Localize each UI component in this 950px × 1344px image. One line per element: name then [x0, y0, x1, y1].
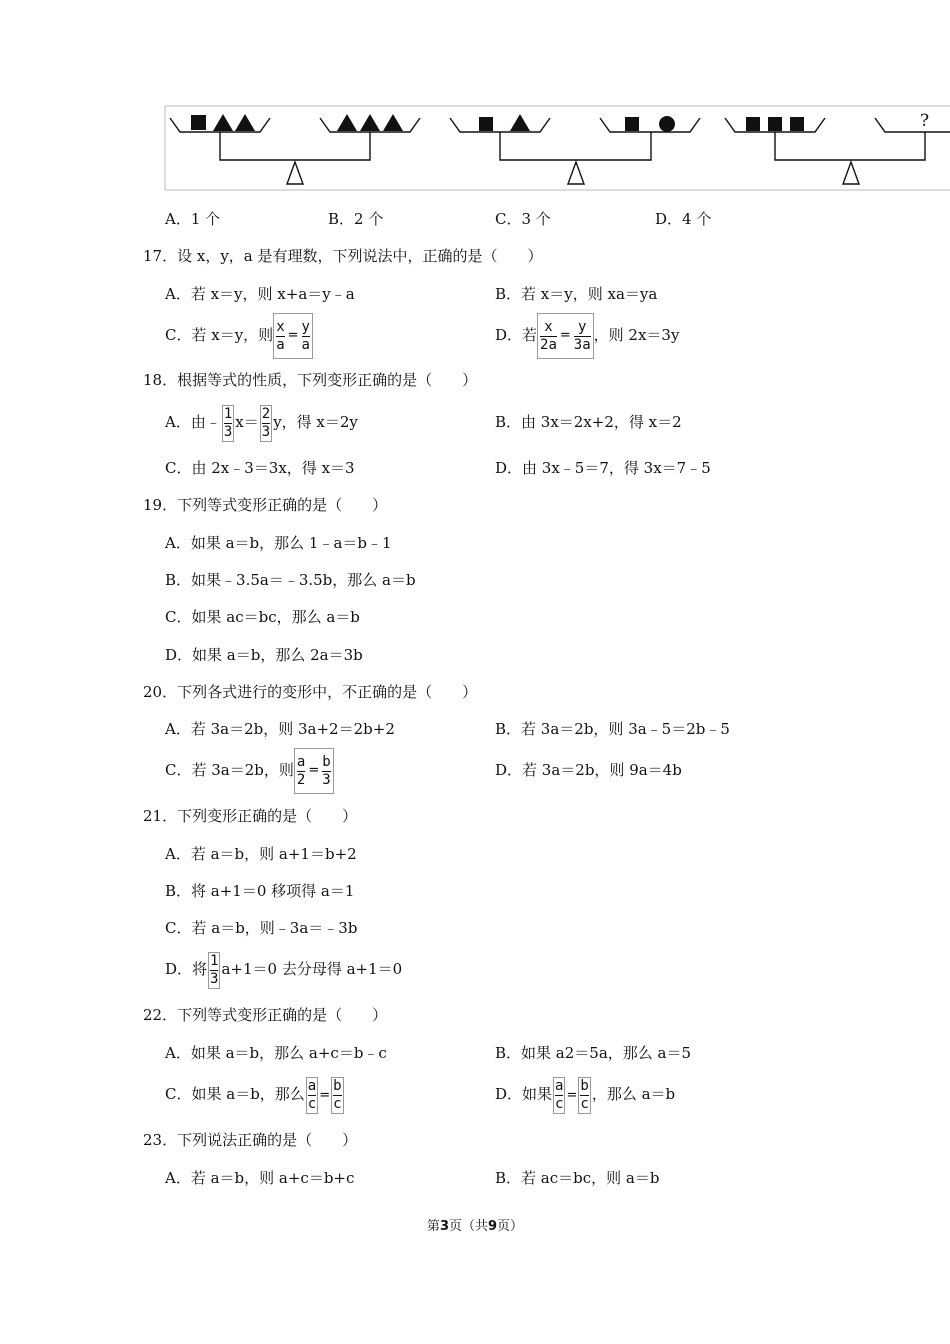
q18-stem: 18．根据等式的性质，下列变形正确的是（ ） [143, 371, 478, 389]
question-mark: ? [920, 111, 930, 131]
fraction: $\frac{b}{c}$ [333, 1077, 342, 1112]
fraction: $\frac{1}{3}$ [210, 952, 219, 987]
q18-option-c: C．由 2x﹣3＝3x，得 x＝3 [165, 459, 355, 477]
fraction-equation: $\frac{x}{2a}$ = $\frac{y}{3a}$ [537, 313, 594, 359]
q16-option-c: C．3 个 [495, 210, 551, 228]
q21-option-b: B．将 a+1＝0 移项得 a＝1 [165, 882, 355, 900]
q21-option-a: A．若 a＝b，则 a+1＝b+2 [165, 845, 357, 863]
fraction-equation: $\frac{x}{a}$ = $\frac{y}{a}$ [273, 313, 313, 359]
q20-option-d: D．若 3a＝2b，则 9a＝4b [495, 761, 682, 779]
square-shape [790, 117, 804, 131]
q23-option-a: A．若 a＝b，则 a+c＝b+c [165, 1169, 355, 1187]
q17-option-c: C．若 x＝y，则 $\frac{x}{a}$ = $\frac{y}{a}$ [165, 313, 313, 359]
square-shape [746, 117, 760, 131]
q21-option-c: C．若 a＝b，则﹣3a＝﹣3b [165, 919, 358, 937]
q17-option-d: D．若 $\frac{x}{2a}$ = $\frac{y}{3a}$ ，则 2x＝3y [495, 313, 679, 359]
q22-stem: 22．下列等式变形正确的是（ ） [143, 1006, 388, 1024]
fraction: $\frac{1}{3}$ [223, 405, 233, 440]
q20-option-a: A．若 3a＝2b，则 3a+2＝2b+2 [165, 720, 395, 738]
q16-option-a: A．1 个 [165, 210, 221, 228]
page-number: 3 [439, 1219, 449, 1234]
q19-option-d: D．如果 a＝b，那么 2a＝3b [165, 646, 363, 664]
fraction: $\frac{a}{c}$ [307, 1077, 317, 1112]
circle-shape [659, 116, 675, 132]
q22-option-d: D．如果 $\frac{a}{c}$ = $\frac{b}{c}$ ，那么 a＝b [495, 1077, 676, 1112]
total-pages: 9 [488, 1219, 498, 1234]
q20-stem: 20．下列各式进行的变形中，不正确的是（ ） [143, 683, 478, 701]
q17-option-b: B．若 x＝y，则 xa＝ya [495, 285, 658, 303]
q21-option-d: D．将 $\frac{1}{3}$ a+1＝0 去分母得 a+1＝0 [165, 952, 403, 987]
fraction: $\frac{b}{c}$ [580, 1077, 589, 1112]
q19-option-c: C．如果 ac＝bc，那么 a＝b [165, 608, 360, 626]
q23-option-b: B．若 ac＝bc，则 a＝b [495, 1169, 660, 1187]
q16-option-d: D．4 个 [655, 210, 712, 228]
q16-option-b: B．2 个 [328, 210, 384, 228]
square-shape [479, 117, 493, 131]
square-shape [768, 117, 782, 131]
q22-option-c: C．如果 a＝b，那么 $\frac{a}{c}$ = $\frac{b}{c}$ [165, 1077, 342, 1112]
q19-stem: 19．下列等式变形正确的是（ ） [143, 496, 388, 514]
q17-option-a: A．若 x＝y，则 x+a＝y﹣a [165, 285, 355, 303]
square-shape [191, 115, 206, 130]
q20-option-b: B．若 3a＝2b，则 3a﹣5＝2b﹣5 [495, 720, 730, 738]
q22-option-b: B．如果 a2＝5a，那么 a＝5 [495, 1044, 692, 1062]
q19-option-b: B．如果﹣3.5a＝﹣3.5b，那么 a＝b [165, 571, 416, 589]
q18-option-b: B．由 3x＝2x+2，得 x＝2 [495, 413, 682, 431]
square-shape [625, 117, 639, 131]
q23-stem: 23．下列说法正确的是（ ） [143, 1131, 358, 1149]
q18-option-a: A．由﹣ $\frac{1}{3}$ x＝ $\frac{2}{3}$ y，得 x＝2y [165, 405, 358, 440]
q19-option-a: A．如果 a＝b，那么 1﹣a＝b﹣1 [165, 534, 392, 552]
fraction-equation: $\frac{a}{2}$ = $\frac{b}{3}$ [294, 748, 334, 794]
q22-option-a: A．如果 a＝b，那么 a+c＝b﹣c [165, 1044, 387, 1062]
page-footer: 第3页（共9页） [426, 1219, 524, 1234]
q18-option-d: D．由 3x﹣5＝7，得 3x＝7﹣5 [495, 459, 711, 477]
q21-stem: 21．下列变形正确的是（ ） [143, 807, 358, 825]
q20-option-c: C．若 3a＝2b，则 $\frac{a}{2}$ = $\frac{b}{3}$ [165, 748, 334, 794]
fraction: $\frac{a}{c}$ [555, 1077, 564, 1112]
q17-stem: 17．设 x，y，a 是有理数，下列说法中，正确的是（ ） [143, 247, 543, 265]
fraction: $\frac{2}{3}$ [261, 405, 271, 440]
balance-scales-figure [0, 0, 950, 200]
